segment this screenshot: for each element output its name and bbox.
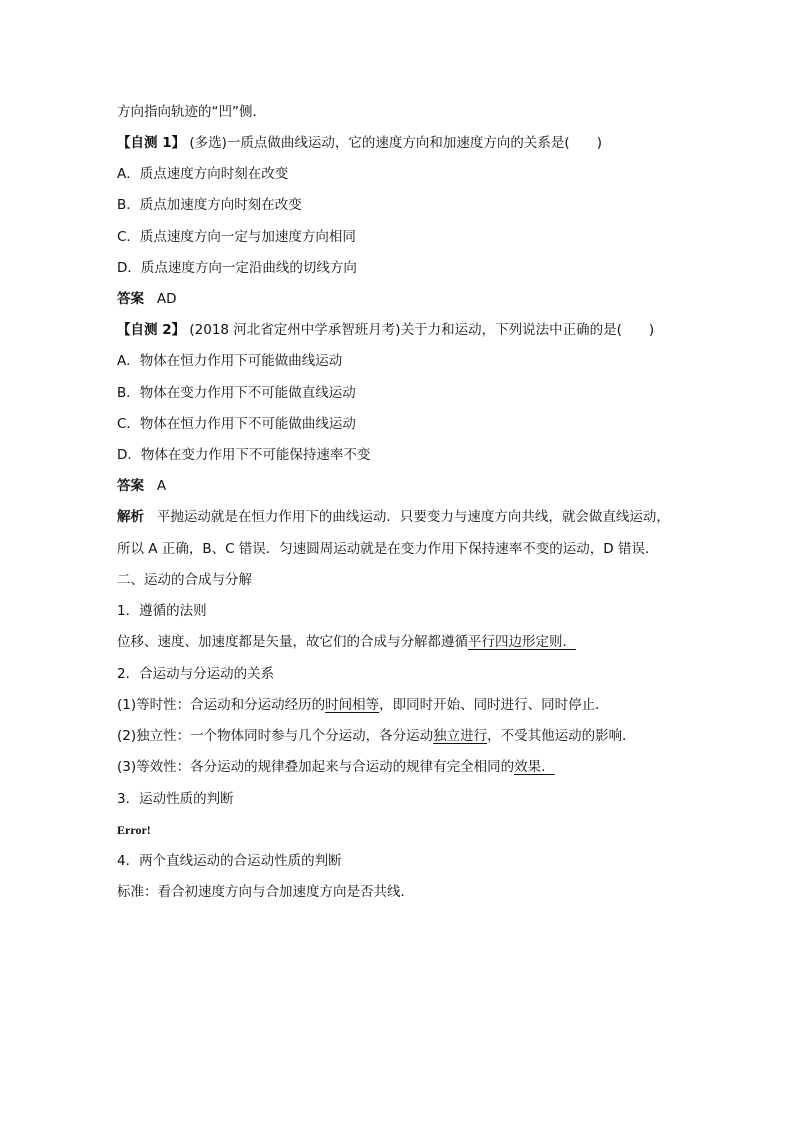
option-a: A．物体在恒力作用下可能做曲线运动 — [117, 353, 343, 369]
underlined-answer: 时间相等 — [325, 697, 380, 713]
underlined-answer: 平行四边形定则． — [468, 634, 576, 650]
analysis-label: 解析 — [117, 509, 144, 525]
subsection-heading: 4．两个直线运动的合运动性质的判断 — [117, 853, 342, 869]
question-tag: 【自测 2】 — [117, 322, 186, 338]
option-b: B．质点加速度方向时刻在改变 — [117, 197, 302, 213]
analysis-line: 所以 A 正确，B、C 错误．匀速圆周运动就是在变力作用下保持速率不变的运动，D 错误． — [117, 541, 659, 557]
option-a: A．质点速度方向时刻在改变 — [117, 166, 289, 182]
text-line: (3)等效性：各分运动的规律叠加起来与合运动的规律有完全相同的效果． — [117, 759, 555, 775]
option-c: C．质点速度方向一定与加速度方向相同 — [117, 229, 356, 245]
text-line: 标准：看合初速度方向与合加速度方向是否共线． — [117, 884, 414, 900]
error-text: Error! — [117, 823, 151, 837]
answer-line — [117, 290, 754, 308]
text-line: (2)独立性：一个物体同时参与几个分运动，各分运动独立进行，不受其他运动的影响． — [117, 728, 636, 744]
option-b: B．物体在变力作用下不可能做直线运动 — [117, 385, 356, 401]
answer-label: 答案 — [117, 478, 144, 494]
section-heading: 二、运动的合成与分解 — [117, 572, 252, 588]
option-c: C．物体在恒力作用下不可能做曲线运动 — [117, 416, 356, 432]
question-tag: 【自测 1】 — [117, 135, 186, 151]
subsection-heading: 2．合运动与分运动的关系 — [117, 666, 275, 682]
text-line: (1)等时性：合运动和分运动经历的时间相等，即同时开始、同时进行、同时停止． — [117, 697, 609, 713]
subsection-heading: 3．运动性质的判断 — [117, 791, 234, 807]
answer-line — [117, 477, 754, 495]
answer-value: AD — [156, 291, 177, 307]
text-line: 位移、速度、加速度都是矢量，故它们的合成与分解都遵循平行四边形定则． — [117, 634, 576, 650]
text-line: 方向指向轨迹的“凹”侧． — [117, 104, 266, 120]
answer-value: A — [156, 478, 167, 494]
underlined-answer: 独立进行 — [433, 728, 488, 744]
subsection-heading: 1．遵循的法则 — [117, 603, 207, 619]
answer-label: 答案 — [117, 291, 144, 307]
option-d: D．物体在变力作用下不可能保持速率不变 — [117, 447, 371, 463]
option-d: D．质点速度方向一定沿曲线的切线方向 — [117, 260, 357, 276]
question-2-stem: 【自测 2】 (2018 河北省定州中学承智班月考)关于力和运动，下列说法中正确的是( ) — [117, 322, 655, 338]
underlined-answer: 效果． — [514, 759, 555, 775]
analysis-line: 解析 平抛运动就是在恒力作用下的曲线运动．只要变力与速度方向共线，就会做直线运动， — [117, 509, 670, 525]
question-1-stem: 【自测 1】 (多选)一质点做曲线运动，它的速度方向和加速度方向的关系是( ) — [117, 135, 602, 151]
